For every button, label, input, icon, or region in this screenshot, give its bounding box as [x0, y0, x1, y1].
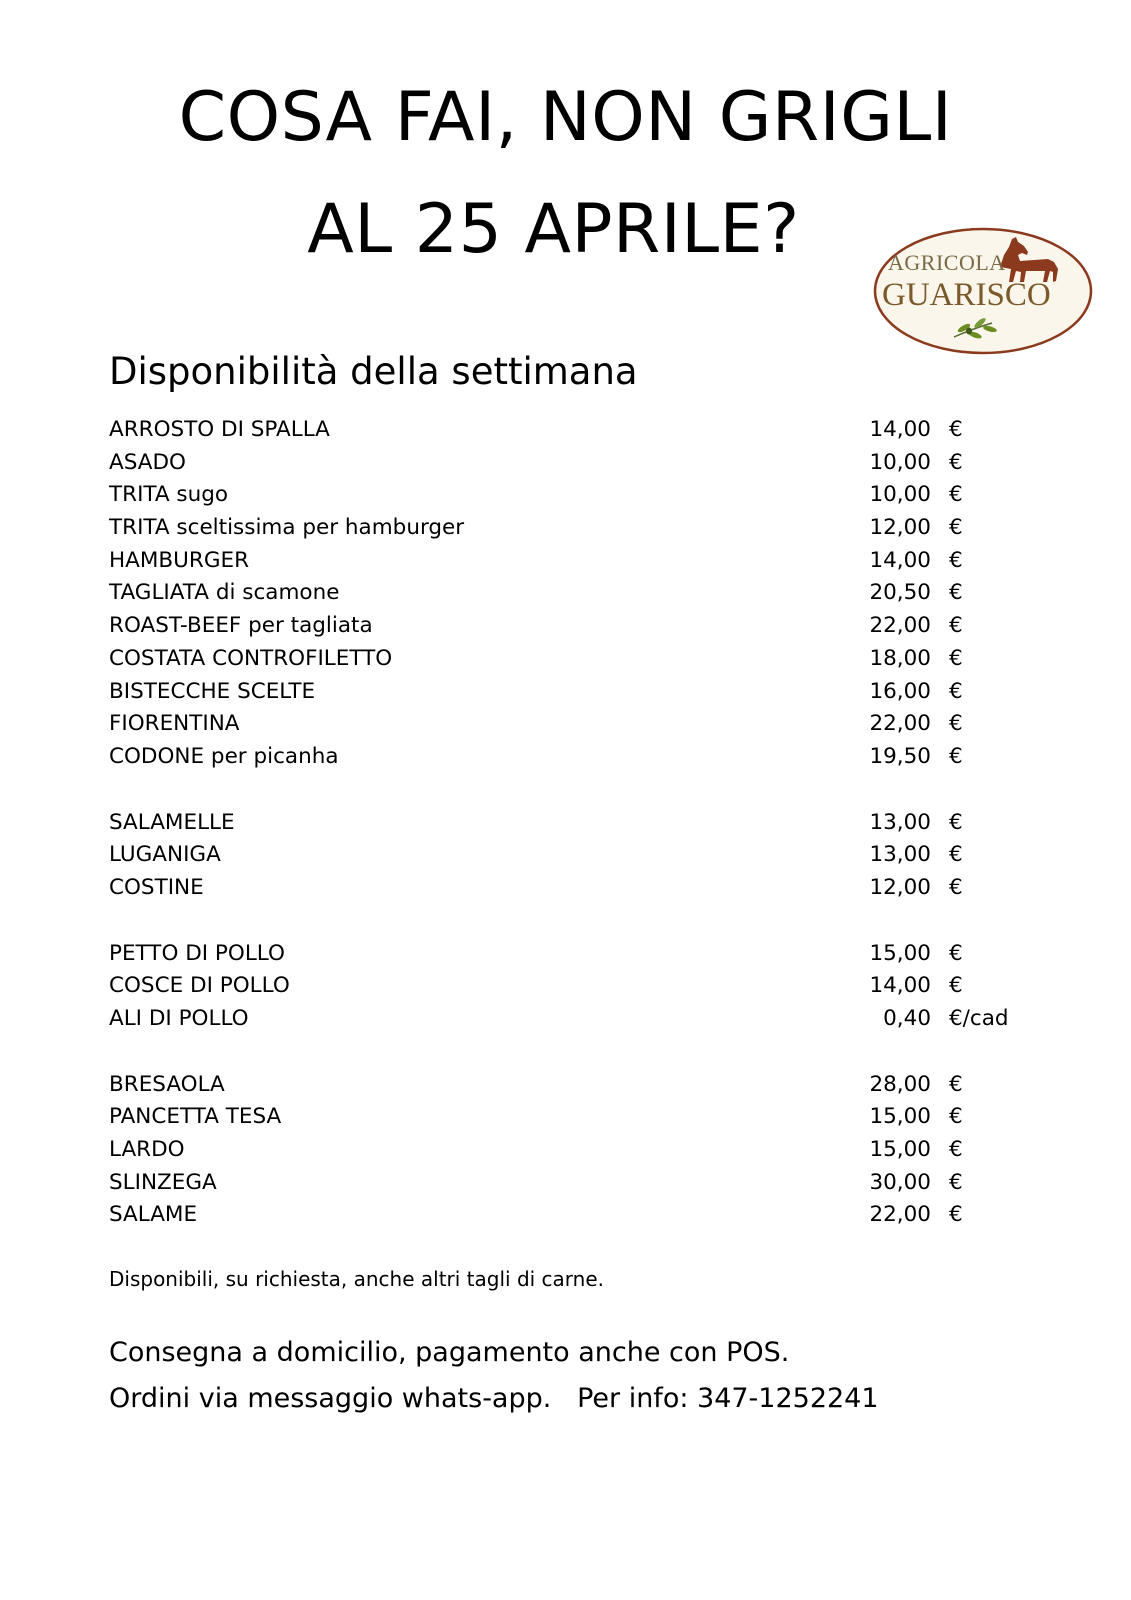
price-unit: €: [949, 547, 963, 573]
product-price: 0,40: [883, 1006, 931, 1031]
price-unit: €: [949, 613, 963, 639]
price-row: [109, 447, 963, 480]
price-unit: €: [949, 973, 963, 999]
product-name: BISTECCHE SCELTE: [109, 678, 316, 704]
price-row: [109, 1134, 963, 1167]
price-unit: €: [949, 1169, 963, 1195]
price-row: [109, 1101, 963, 1134]
product-price: 12,00: [869, 874, 931, 900]
price-row: [109, 545, 963, 578]
price-unit: €: [949, 678, 963, 704]
product-name: SLINZEGA: [109, 1169, 217, 1195]
price-unit: €: [949, 580, 963, 606]
product-price: 16,00: [869, 678, 931, 704]
product-price: 14,00: [869, 547, 931, 573]
product-name: LARDO: [109, 1137, 185, 1163]
headline-line-2: AL 25 APRILE?: [307, 190, 800, 269]
product-name: TRITA sceltissima per hamburger: [109, 515, 465, 541]
price-group: [109, 938, 1009, 1036]
headline-line-1: COSA FAI, NON GRIGLI: [178, 78, 953, 157]
price-row: [109, 839, 963, 872]
price-unit: €: [949, 1202, 963, 1228]
price-unit: €: [949, 482, 963, 508]
product-name: SALAME: [109, 1202, 198, 1228]
price-row: [109, 872, 963, 905]
price-row: [109, 938, 963, 971]
product-price: 28,00: [869, 1071, 931, 1097]
product-price: 12,00: [869, 515, 931, 541]
product-name: BRESAOLA: [109, 1071, 225, 1097]
product-name: TAGLIATA di scamone: [109, 580, 340, 606]
product-name: ROAST-BEEF per tagliata: [109, 613, 373, 639]
price-row: [109, 970, 963, 1003]
product-price: 13,00: [869, 842, 931, 868]
price-row: [109, 479, 963, 512]
product-price: 19,50: [869, 743, 931, 769]
price-unit: €/cad: [949, 1006, 1009, 1031]
product-price: 22,00: [869, 711, 931, 737]
price-row: [109, 1003, 1009, 1036]
availability-note: Disponibili, su richiesta, anche altri tagli di carne.: [109, 1267, 605, 1291]
product-price: 10,00: [869, 449, 931, 475]
price-unit: €: [949, 1071, 963, 1097]
product-name: CODONE per picanha: [109, 743, 339, 769]
price-row: [109, 577, 963, 610]
price-unit: €: [949, 940, 963, 966]
product-name: ARROSTO DI SPALLA: [109, 417, 330, 442]
price-group: [109, 807, 963, 905]
product-price: 18,00: [869, 645, 931, 671]
product-price: 15,00: [869, 940, 931, 966]
price-row: [109, 414, 963, 447]
price-unit: €: [949, 417, 963, 442]
product-price: 14,00: [869, 973, 931, 999]
product-name: COSTINE: [109, 874, 204, 900]
price-unit: €: [949, 842, 963, 868]
order-contact-info: Ordini via messaggio whats-app. Per info: 347-1252241: [109, 1383, 879, 1414]
price-row: [109, 1069, 963, 1102]
price-row: [109, 807, 963, 840]
price-row: [109, 676, 963, 709]
price-unit: €: [949, 645, 963, 671]
price-unit: €: [949, 743, 963, 769]
product-price: 14,00: [869, 417, 931, 442]
price-row: [109, 512, 963, 545]
agricola-guarisco-logo: [872, 225, 1094, 357]
product-price: 20,50: [869, 580, 931, 606]
product-name: HAMBURGER: [109, 547, 250, 573]
price-list: [109, 414, 1009, 1265]
price-unit: €: [949, 515, 963, 541]
product-price: 22,00: [869, 613, 931, 639]
section-subtitle: Disponibilità della settimana: [109, 350, 638, 393]
price-unit: €: [949, 874, 963, 900]
product-name: FIORENTINA: [109, 711, 240, 737]
price-row: [109, 708, 963, 741]
product-name: PANCETTA TESA: [109, 1104, 282, 1130]
price-row: [109, 610, 963, 643]
product-price: 30,00: [869, 1169, 931, 1195]
price-row: [109, 1199, 963, 1232]
price-unit: €: [949, 1137, 963, 1163]
price-unit: €: [949, 1104, 963, 1130]
delivery-info: Consegna a domicilio, pagamento anche con POS.: [109, 1337, 790, 1368]
product-price: 13,00: [869, 809, 931, 835]
product-price: 15,00: [869, 1104, 931, 1130]
product-name: SALAMELLE: [109, 809, 235, 835]
price-row: [109, 1167, 963, 1200]
product-name: ASADO: [109, 449, 186, 475]
product-name: LUGANIGA: [109, 842, 221, 868]
product-price: 22,00: [869, 1202, 931, 1228]
price-group: [109, 414, 963, 774]
price-unit: €: [949, 711, 963, 737]
logo-text-top: AGRICOLA: [888, 250, 1006, 275]
price-unit: €: [949, 809, 963, 835]
price-group: [109, 1069, 963, 1232]
price-row: [109, 741, 963, 774]
product-name: COSTATA CONTROFILETTO: [109, 645, 393, 671]
product-name: ALI DI POLLO: [109, 1006, 249, 1031]
price-row: [109, 643, 963, 676]
product-name: COSCE DI POLLO: [109, 973, 290, 999]
product-name: TRITA sugo: [109, 482, 229, 508]
product-name: PETTO DI POLLO: [109, 940, 285, 966]
product-price: 10,00: [869, 482, 931, 508]
price-unit: €: [949, 449, 963, 475]
product-price: 15,00: [869, 1137, 931, 1163]
logo-text-bottom: GUARISCO: [882, 277, 1051, 313]
